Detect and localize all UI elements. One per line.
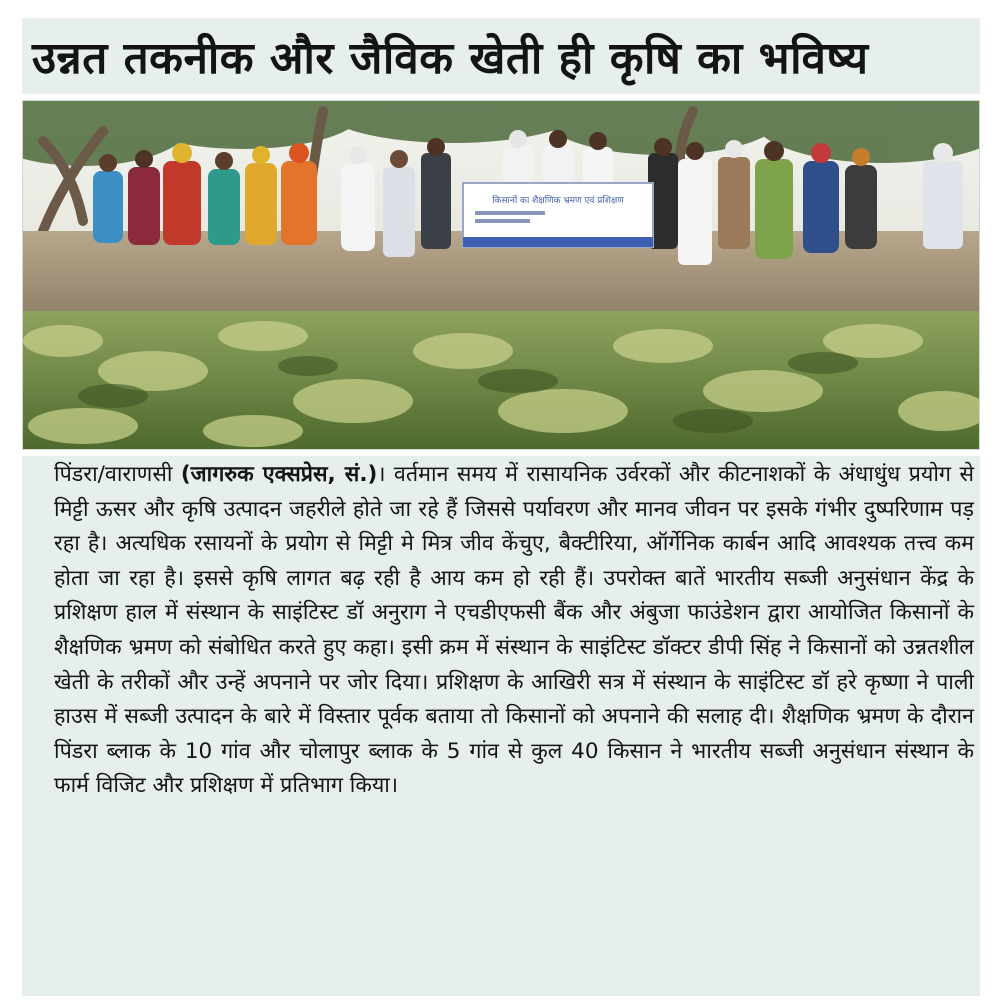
headline: उन्नत तकनीक और जैविक खेती ही कृषि का भविष्य <box>32 33 869 84</box>
event-banner <box>463 183 653 247</box>
farmers-group-photo <box>23 101 979 449</box>
article-paragraph: । वर्तमान समय में रासायनिक उर्वरकों और कीटनाशकों के अंधाधुंध प्रयोग से मिट्टी ऊसर और कृषि उत्पादन जहरीले होते जा रहे हैं जिससे पर्यावरण और मानव जीवन पर इसके गंभीर दुष्परिणाम पड़ रहा है। अत्यधिक रसायनों के प्रयोग से मिट्टी मे मित्र जीव केंचुए, बैक्टीरिया, ऑर्गेनिक कार्बन आदि आवश्यक तत्त्व कम होता जा रहा है। इससे कृषि लागत बढ़ रही है आय कम हो रही हैं। उपरोक्त बातें भारतीय सब्जी अनुसंधान केंद्र के प्रशिक्षण हाल में संस्थान के साइंटिस्ट डॉ अनुराग ने एचडीएफसी बैंक और अंबुजा फाउंडेशन द्वारा आयोजित किसानों के शैक्षणिक भ्रमण को संबोधित करते हुए कहा। इसी क्रम में संस्थान के साइंटिस्ट डॉक्टर डीपी सिंह ने किसानों को उन्नतशील खेती के तरीकों और उन्हें अपनाने पर जोर दिया। प्रशिक्षण के आखिरी सत्र में संस्थान के साइंटिस्ट डॉ हरे कृष्णा ने पाली हाउस में सब्जी उत्पादन के बारे में विस्तार पूर्वक बताया तो किसानों को अपनाने की सलाह दी। शैक्षणिक भ्रमण के दौरान पिंडरा ब्लाक के 10 गांव और चोलापुर ब्लाक के 5 गांव से कुल 40 किसान ने भारतीय सब्जी अनुसंधान संस्थान के फार्म विजिट और प्रशिक्षण में प्रतिभाग किया। <box>54 462 974 799</box>
dateline: पिंडरा/वाराणसी <box>54 462 173 487</box>
article-photo <box>22 100 980 450</box>
source-credit: (जागरुक एक्सप्रेस, सं.) <box>180 462 378 487</box>
headline-panel <box>22 18 980 94</box>
article-text <box>30 458 974 804</box>
banner-text: किसानों का शैक्षणिक भ्रमण एवं प्रशिक्षण <box>492 196 624 206</box>
article-body <box>22 456 980 996</box>
